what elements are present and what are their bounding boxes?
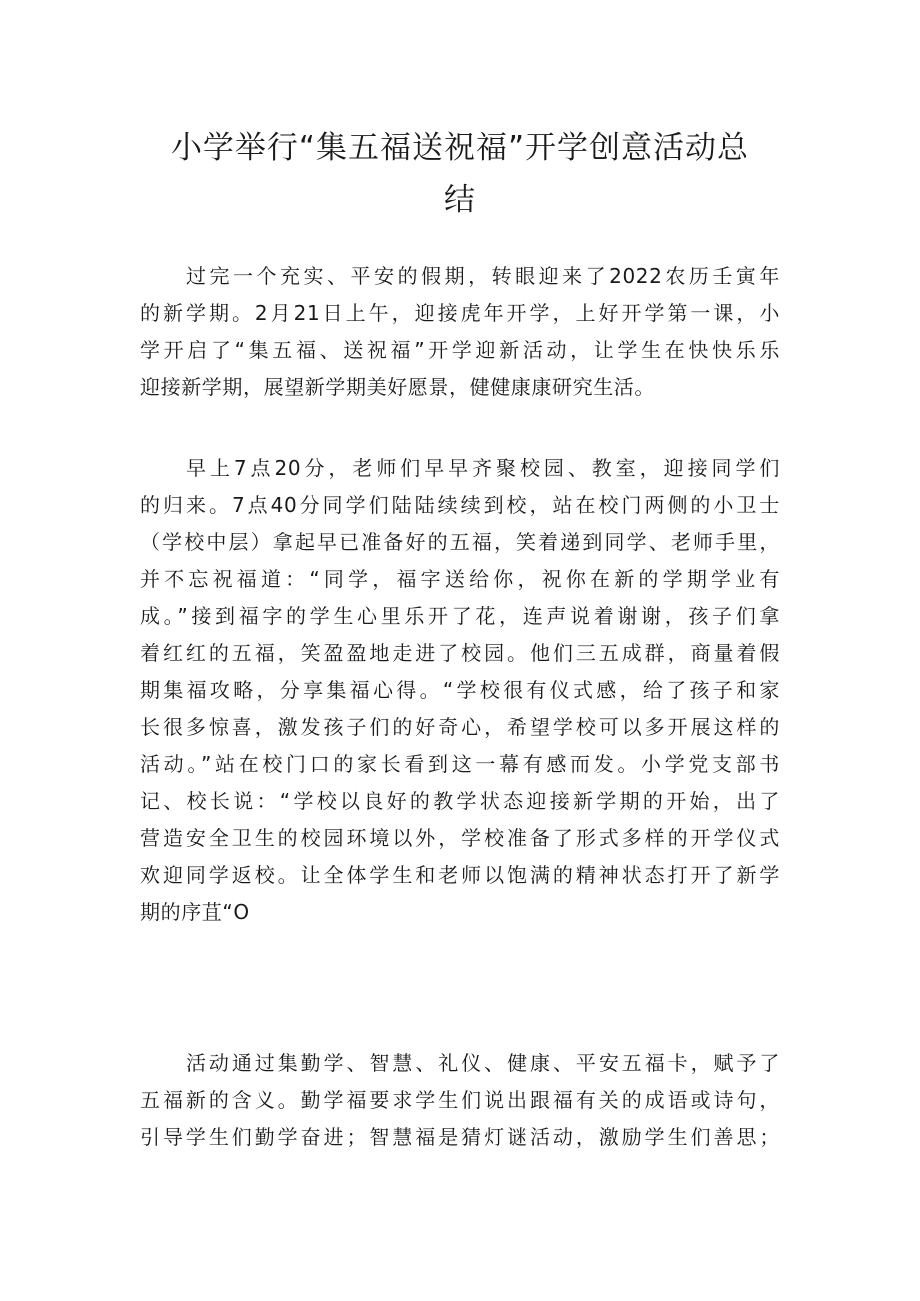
text-line: 的归来。7点40分同学们陆陆续续到校，站在校门两侧的小卫士 [140, 493, 780, 517]
text-line: 着红红的五福，笑盈盈地走进了校园。他们三五成群，商量着假 [140, 641, 780, 665]
paragraph-2 [140, 450, 780, 931]
text-line: 并不忘祝福道：“同学，福字送给你，祝你在新的学期学业有 [140, 567, 780, 591]
title-line: 小学举行“集五福送祝福”开学创意活动总 [170, 130, 750, 166]
paragraph-3 [140, 1045, 780, 1156]
paragraph-1 [140, 258, 780, 406]
document-title [120, 122, 800, 226]
text-line: （学校中层）拿起早已准备好的五福，笑着递到同学、老师手里， [140, 530, 780, 554]
text-line: 欢迎同学返校。让全体学生和老师以饱满的精神状态打开了新学 [140, 863, 780, 887]
title-line: 结 [444, 182, 476, 218]
text-line: 五福新的含义。勤学福要求学生们说出跟福有关的成语或诗句， [140, 1088, 780, 1112]
text-line: 学开启了“集五福、送祝福”开学迎新活动，让学生在快快乐乐 [140, 338, 780, 362]
text-line: 迎接新学期，展望新学期美好愿景，健健康康研究生活。 [140, 375, 655, 399]
text-line: 记、校长说：“学校以良好的教学状态迎接新学期的开始，出了 [140, 789, 780, 813]
text-line: 营造安全卫生的校园环境以外，学校准备了形式多样的开学仪式 [140, 826, 780, 850]
text-line: 活动。”站在校门口的家长看到这一幕有感而发。小学党支部书 [140, 752, 780, 776]
text-line: 引导学生们勤学奋进；智慧福是猜灯谜活动，激励学生们善思； [140, 1125, 780, 1149]
text-line: 活动通过集勤学、智慧、礼仪、健康、平安五福卡，赋予了 [186, 1051, 780, 1075]
text-line: 早上7点20分，老师们早早齐聚校园、教室，迎接同学们 [186, 456, 780, 480]
text-line: 的新学期。2月21日上午，迎接虎年开学，上好开学第一课，小 [140, 301, 780, 325]
text-line: 期的序苴“O [140, 900, 250, 924]
text-line: 长很多惊喜，激发孩子们的好奇心，希望学校可以多开展这样的 [140, 715, 780, 739]
text-line: 成。”接到福字的学生心里乐开了花，连声说着谢谢，孩子们拿 [140, 604, 780, 628]
text-line: 过完一个充实、平安的假期，转眼迎来了2022农历壬寅年 [186, 264, 780, 288]
text-line: 期集福攻略，分享集福心得。“学校很有仪式感，给了孩子和家 [140, 678, 780, 702]
